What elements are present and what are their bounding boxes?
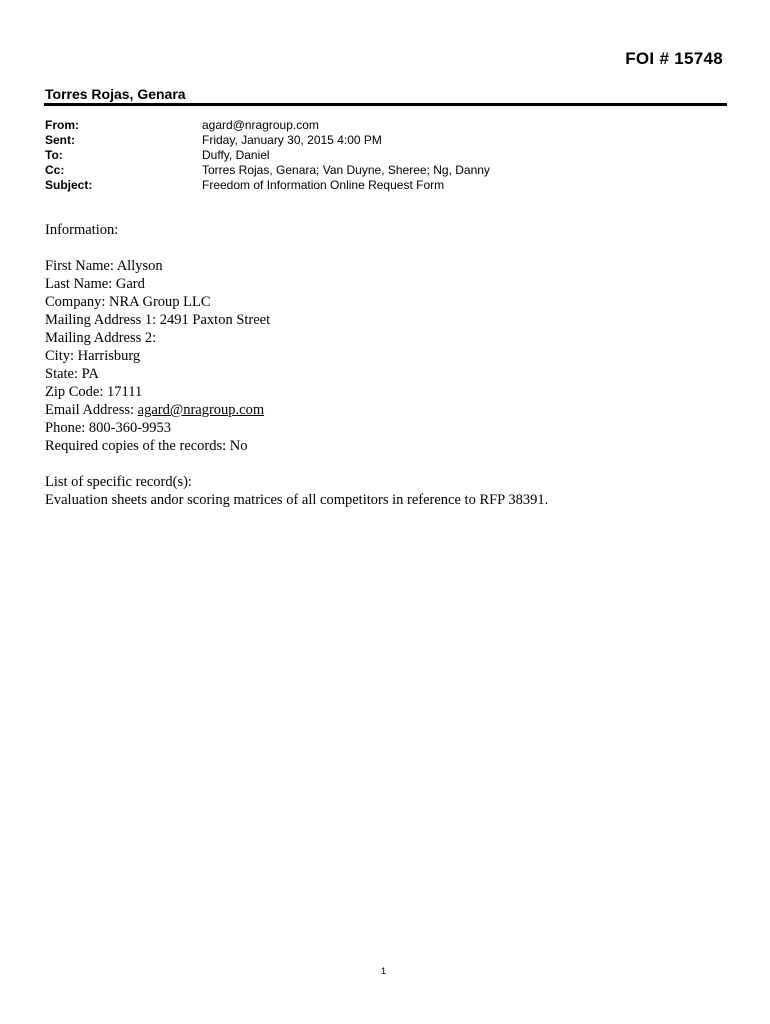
email-headers [45, 118, 490, 193]
mailbox-owner: Torres Rojas, Genara [45, 86, 186, 102]
sent-label: Sent: [45, 133, 75, 147]
spacer [45, 239, 548, 257]
to-label: To: [45, 148, 63, 162]
header-divider [44, 103, 727, 106]
zip-code-line: Zip Code: 17111 [45, 384, 143, 400]
subject-label: Subject: [45, 178, 93, 192]
records-text: Evaluation sheets andor scoring matrices of all competitors in reference to RFP 38391. [45, 492, 549, 508]
records-heading: List of specific record(s): [45, 474, 192, 490]
from-label: From: [45, 118, 79, 132]
mailing-address-1-line: Mailing Address 1: 2491 Paxton Street [45, 312, 271, 328]
required-copies-line: Required copies of the records: No [45, 438, 248, 454]
email-address-link[interactable]: agard@nragroup.com [137, 402, 265, 418]
cc-row [45, 163, 490, 178]
email-body [45, 221, 548, 509]
page-number: 1 [381, 966, 387, 976]
state-line: State: PA [45, 366, 99, 382]
from-row [45, 118, 490, 133]
cc-value: Torres Rojas, Genara; Van Duyne, Sheree; Ng, Danny [202, 163, 490, 177]
from-value: agard@nragroup.com [202, 118, 319, 132]
sent-value: Friday, January 30, 2015 4:00 PM [202, 133, 382, 147]
cc-label: Cc: [45, 163, 65, 177]
phone-line: Phone: 800-360-9953 [45, 420, 172, 436]
email-address-label: Email Address: [45, 402, 138, 418]
to-row [45, 148, 490, 163]
email-address-line [45, 401, 548, 419]
mailing-address-2-line: Mailing Address 2: [45, 330, 157, 346]
spacer [45, 455, 548, 473]
subject-row [45, 178, 490, 193]
subject-value: Freedom of Information Online Request Form [202, 178, 445, 192]
city-line: City: Harrisburg [45, 348, 141, 364]
company-line: Company: NRA Group LLC [45, 294, 211, 310]
last-name-line: Last Name: Gard [45, 276, 145, 292]
foi-number: FOI # 15748 [625, 49, 723, 68]
information-heading: Information: [45, 222, 119, 238]
sent-row [45, 133, 490, 148]
first-name-line: First Name: Allyson [45, 258, 163, 274]
to-value: Duffy, Daniel [202, 148, 270, 162]
